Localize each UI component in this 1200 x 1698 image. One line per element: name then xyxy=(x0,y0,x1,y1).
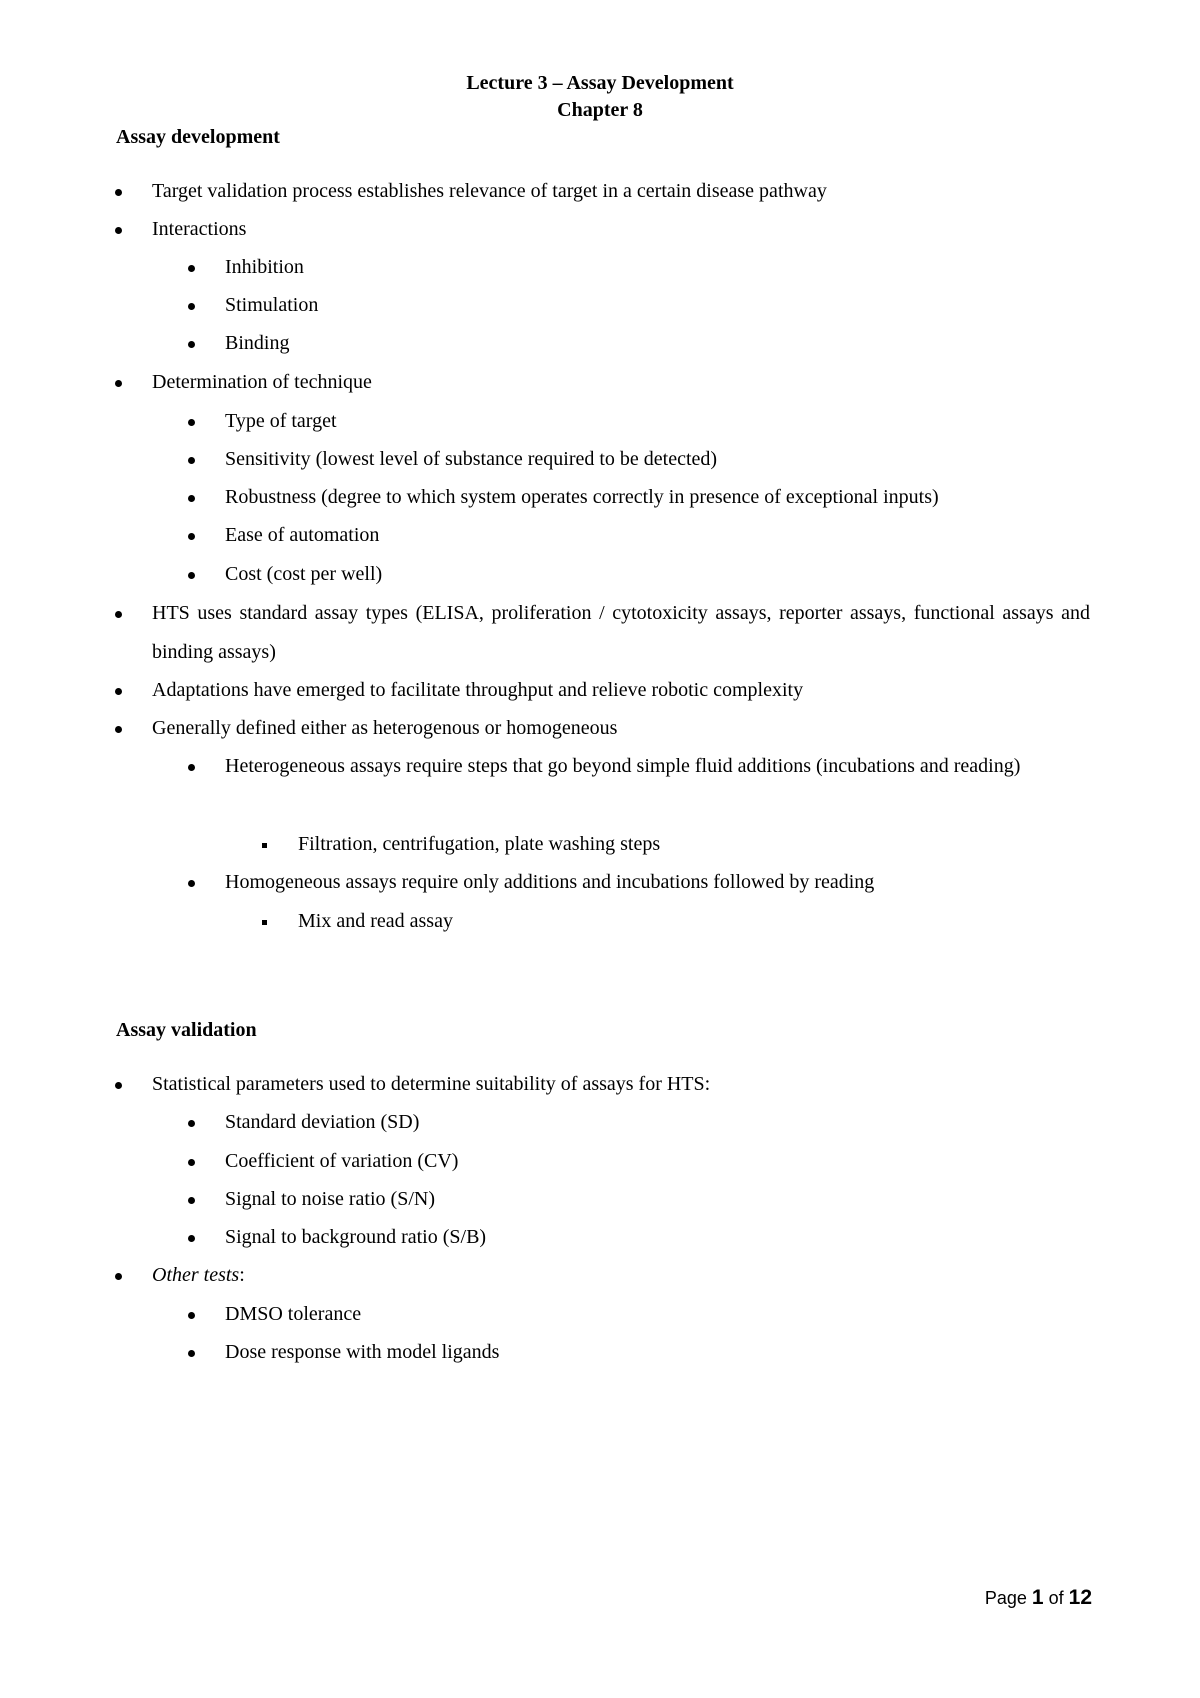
list-item: Ease of automation xyxy=(225,524,380,546)
bullet-icon xyxy=(188,341,195,348)
list-item: Sensitivity (lowest level of substance required to be detected) xyxy=(225,448,718,470)
list-item: Interactions xyxy=(152,218,247,240)
list-item: Statistical parameters used to determine suitability of assays for HTS: xyxy=(152,1073,711,1095)
list-item: Robustness (degree to which system operates correctly in presence of exceptional inputs) xyxy=(225,486,939,508)
list-item: HTS uses standard assay types (ELISA, proliferation / cytotoxicity assays, reporter assays, functional assays and binding assays) xyxy=(152,602,1090,663)
list-item: Mix and read assay xyxy=(298,910,453,932)
list-item: Target validation process establishes relevance of target in a certain disease pathway xyxy=(152,180,827,202)
bullet-icon xyxy=(188,1120,195,1127)
bullet-icon xyxy=(188,572,195,579)
list-item: Heterogeneous assays require steps that go beyond simple fluid additions (incubations and reading) xyxy=(225,755,1021,777)
list-item: Signal to noise ratio (S/N) xyxy=(225,1188,435,1210)
bullet-icon xyxy=(188,1350,195,1357)
bullet-icon xyxy=(188,495,195,502)
bullet-icon xyxy=(188,1235,195,1242)
page-number: 1 xyxy=(1031,1586,1044,1609)
bullet-icon xyxy=(188,419,195,426)
bullet-icon xyxy=(115,189,122,196)
list-item: Adaptations have emerged to facilitate throughput and relieve robotic complexity xyxy=(152,679,804,701)
list-item xyxy=(152,1262,1090,1289)
bullet-icon xyxy=(188,457,195,464)
bullet-icon xyxy=(188,1159,195,1166)
bullet-icon xyxy=(188,764,195,771)
bullet-icon xyxy=(115,227,122,234)
other-tests-label: Other tests xyxy=(152,1264,240,1286)
list-item: Standard deviation (SD) xyxy=(225,1111,420,1133)
total-pages: 12 xyxy=(1068,1586,1092,1609)
list-item: Signal to background ratio (S/B) xyxy=(225,1226,487,1248)
list-item: DMSO tolerance xyxy=(225,1303,362,1325)
list-item: Type of target xyxy=(225,410,337,432)
list-item: Cost (cost per well) xyxy=(225,563,383,585)
list-item: Determination of technique xyxy=(152,371,372,393)
bullet-icon xyxy=(188,533,195,540)
square-bullet-icon xyxy=(262,920,267,925)
bullet-icon xyxy=(188,303,195,310)
list-item: Generally defined either as heterogenous or homogeneous xyxy=(152,717,618,739)
bullet-icon xyxy=(188,880,195,887)
bullet-icon xyxy=(115,1082,122,1089)
section-heading-assay-development: Assay development xyxy=(116,126,280,148)
list-item: Stimulation xyxy=(225,294,319,316)
bullet-icon xyxy=(115,688,122,695)
list-item: Filtration, centrifugation, plate washing steps xyxy=(298,833,661,855)
list-item: Inhibition xyxy=(225,256,304,278)
page-word: Page xyxy=(984,1588,1027,1608)
square-bullet-icon xyxy=(262,843,267,848)
of-word: of xyxy=(1048,1588,1064,1608)
list-item: Dose response with model ligands xyxy=(225,1341,500,1363)
bullet-icon xyxy=(188,1197,195,1204)
bullet-icon xyxy=(115,1273,122,1280)
section-heading-assay-validation: Assay validation xyxy=(116,1019,257,1041)
list-item: Coefficient of variation (CV) xyxy=(225,1150,459,1172)
lecture-title: Lecture 3 – Assay Development xyxy=(466,72,734,94)
colon-text: : xyxy=(239,1264,245,1286)
page-footer xyxy=(985,1586,1092,1610)
bullet-icon xyxy=(115,611,122,618)
list-item: Homogeneous assays require only additions and incubations followed by reading xyxy=(225,871,875,893)
bullet-icon xyxy=(188,1312,195,1319)
document-title xyxy=(0,70,1200,124)
bullet-icon xyxy=(115,726,122,733)
list-item: Binding xyxy=(225,332,290,354)
bullet-icon xyxy=(115,380,122,387)
bullet-icon xyxy=(188,265,195,272)
chapter-title: Chapter 8 xyxy=(557,99,643,121)
